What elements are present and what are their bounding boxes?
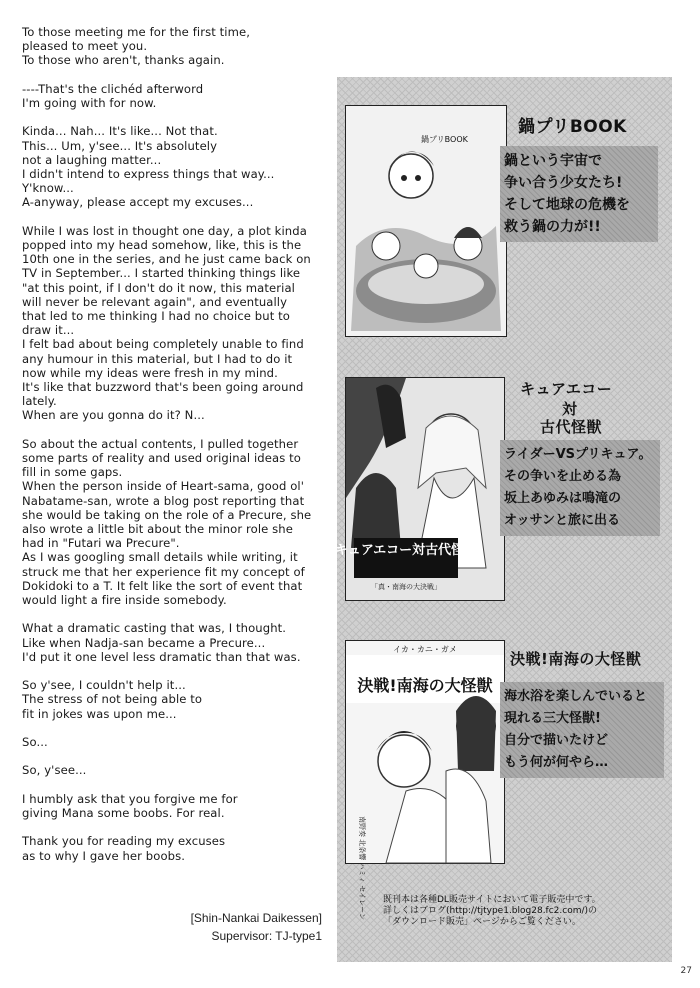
download-sales-notice: 既刊本は各種DL販売サイトにおいて電子販売中です。 詳しくはブログ(http://tjtype1.blog28.fc2.com/)の 「ダウンロード販売」ページからご覧ください。 <box>383 895 601 927</box>
credit-book-title: [Shin-Nankai Daikessen] <box>190 911 322 925</box>
afterword-paragraph: I humbly ask that you forgive me for giving Mana some boobs. For real. <box>22 791 238 821</box>
entry-description: ライダーVSプリキュア。 その争いを止める為 坂上あゆみは鳴滝の オッサンと旅に出る <box>504 447 652 528</box>
cover-caption: 鍋プリBOOK <box>421 135 468 144</box>
afterword-paragraph: So... <box>22 735 48 750</box>
afterword-paragraph: So about the actual contents, I pulled together some parts of reality and used original ideas to fill in some gaps. When the person inside of Heart-sama, good ol' Nabatame-san, wrote a blog post reporting that she would be taking on the role of a Precure, she also wrote a little bit about the minor role she had in "Futari wa Precure". As I was googling small details while writing, it struck me that her experience fit my concept of Dokidoki to a T. It felt like the sort of event that would light a fire inside somebody. <box>22 436 312 608</box>
entry-title-line: 対 <box>562 400 578 418</box>
cover-nabepuri-book <box>345 105 507 337</box>
afterword-paragraph: ----That's the clichéd afterword I'm going with for now. <box>22 81 204 110</box>
cover-title-art: 決戦!南海の大怪獣 <box>357 676 493 695</box>
afterword-paragraph: So, y'see... <box>22 763 87 778</box>
entry-title: 決戦!南海の大怪獣 <box>510 650 642 668</box>
cover-tagline: イカ・カニ・ガメ <box>393 645 457 654</box>
entry-title: 鍋プリBOOK <box>518 117 627 137</box>
cover-credits: 南野奏 北条響 ハミィ セイレーン <box>358 816 366 921</box>
afterword-paragraph: To those meeting me for the first time, pleased to meet you. To those who aren't, thanks again. <box>22 25 251 68</box>
afterword-paragraph: Kinda... Nah... It's like... Not that. This... Um, y'see... It's absolutely not a laughing matter... I didn't intend to express things that way... Y'know... A-anyway, please accept my excuses... <box>22 124 275 210</box>
afterword-text <box>22 25 334 877</box>
entry-description: 鍋という宇宙で 争い合う少女たち! そして地球の危機を 救う鍋の力が!! <box>504 153 630 235</box>
afterword-paragraph: So y'see, I couldn't help it... The stress of not being able to fit in jokes was upon me... <box>22 678 203 721</box>
credit-supervisor: Supervisor: TJ-type1 <box>211 929 322 943</box>
page-number: 27 <box>680 966 692 976</box>
afterword-paragraph: What a dramatic casting that was, I thought. Like when Nadja-san became a Precure... I'd put it one level less dramatic than that was. <box>22 621 301 664</box>
cover-illustration <box>334 378 504 600</box>
afterword-paragraph: Thank you for reading my excuses as to why I gave her boobs. <box>22 834 226 863</box>
cover-title-art: キュアエコー対古代怪獣 <box>334 543 478 558</box>
cover-subtitle: 「真・南海の大決戦」 <box>371 583 441 591</box>
entry-description: 海水浴を楽しんでいると 現れる三大怪獣! 自分で描いたけど もう何が何やら… <box>504 689 648 770</box>
entry-title-line: 古代怪獣 <box>540 418 603 436</box>
cover-illustration <box>346 641 504 921</box>
entry-title-line: キュアエコー <box>520 380 613 398</box>
cover-kessen-nankai-no-daikaiju <box>345 640 505 921</box>
afterword-paragraph: While I was lost in thought one day, a plot kinda popped into my head somehow, like, this is the 10th one in the series, and he just came back on TV in September... I started thinking things like "at this point, if I don't do it now, this material will never be relevant again", and eventually that led to me thinking I had no choice but to draw it... I felt bad about being completely unable to find any humour in this material, but I had to do it now while my ideas were fresh in my mind. It's like that buzzword that's been going around lately. When are you gonna do it? N... <box>22 223 311 423</box>
cover-cure-echo-vs-kodai-kaiju <box>334 377 505 601</box>
